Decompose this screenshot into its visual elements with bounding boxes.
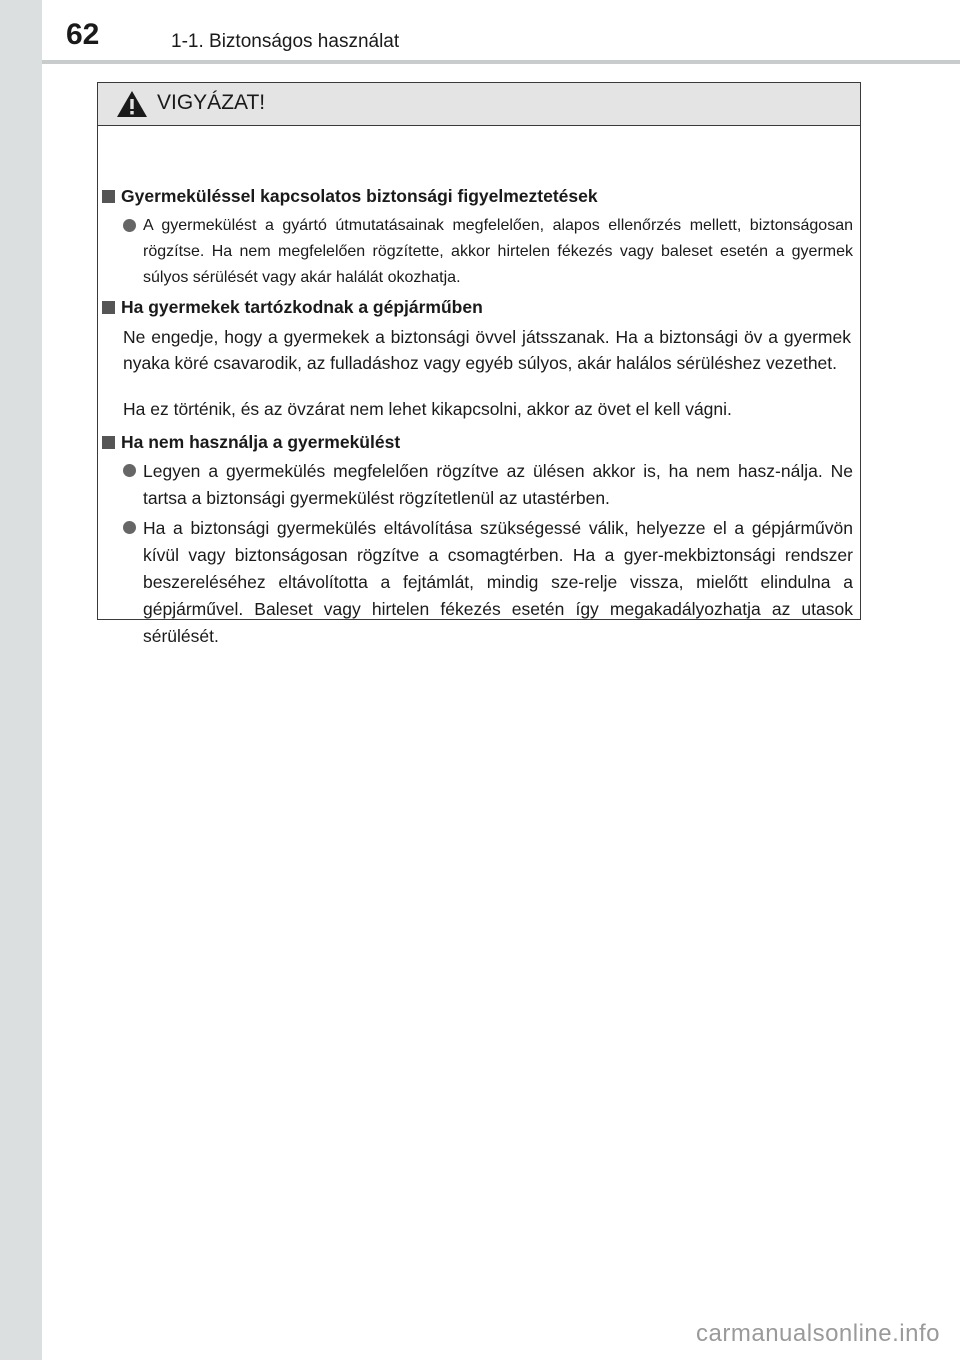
section-title: 1-1. Biztonságos használat (171, 31, 400, 52)
list-item-text: Legyen a gyermekülés megfelelően rögzítve az ülésen akkor is, ha nem hasz-nálja. Ne tartsa a biztonsági gyermekülést rögzítetlenül az utastérben. (143, 461, 853, 508)
section-heading-text: Gyermeküléssel kapcsolatos biztonsági figyelmeztetések (121, 186, 598, 206)
list-item (123, 213, 853, 291)
list-item (123, 458, 853, 512)
page-header (42, 0, 960, 60)
round-bullet-icon (123, 219, 136, 232)
section-heading (102, 432, 400, 453)
round-bullet-icon (123, 464, 136, 477)
warning-header (98, 83, 860, 126)
list-item (123, 515, 853, 650)
paragraph: Ha ez történik, és az övzárat nem lehet kikapcsolni, akkor az övet el kell vágni. (123, 399, 732, 419)
list-item-text: Ha a biztonsági gyermekülés eltávolítása szükségessé válik, helyezze el a gépjárművön kívül vagy biztonságosan rögzítve a csomagtérben. Ha a gyer-mekbiztonsági rendszer beszereléséhez eltávolította a fejtámlát, mindig sze-relje vissza, mielőtt elindulna a gépjárművel. Baleset vagy hirtelen fékezés esetén így megakadályozhatja az utasok sérülését. (143, 518, 853, 646)
section-heading-text: Ha nem használja a gyermekülést (121, 432, 401, 452)
section-heading-text: Ha gyermekek tartózkodnak a gépjárműben (121, 297, 483, 317)
warning-box (97, 82, 861, 646)
page-number: 62 (66, 18, 100, 51)
section-heading (102, 297, 483, 318)
watermark: carmanualsonline.info (696, 1320, 940, 1347)
list-item-text: A gyermekülést a gyártó útmutatásainak megfelelően, alapos ellenőrzés mellett, biztonságosan rögzítse. Ha nem megfelelően rögzítette, akkor hirtelen fékezés vagy baleset esetén a gyermek súlyos sérülését vagy akár halálát okozhatja. (143, 217, 853, 286)
side-strip (0, 0, 42, 1360)
round-bullet-icon (123, 521, 136, 534)
header-divider (42, 60, 960, 64)
warning-triangle-icon (116, 90, 148, 118)
warning-title: VIGYÁZAT! (157, 91, 266, 114)
square-bullet-icon (102, 436, 115, 449)
square-bullet-icon (102, 301, 115, 314)
section-heading (102, 186, 598, 207)
square-bullet-icon (102, 190, 115, 203)
paragraph: Ne engedje, hogy a gyermekek a biztonsági övvel játsszanak. Ha a biztonsági öv a gyermek nyaka köré csavarodik, az fulladáshoz vagy egyéb súlyos, akár halálos sérüléshez vezethet. (123, 327, 851, 373)
